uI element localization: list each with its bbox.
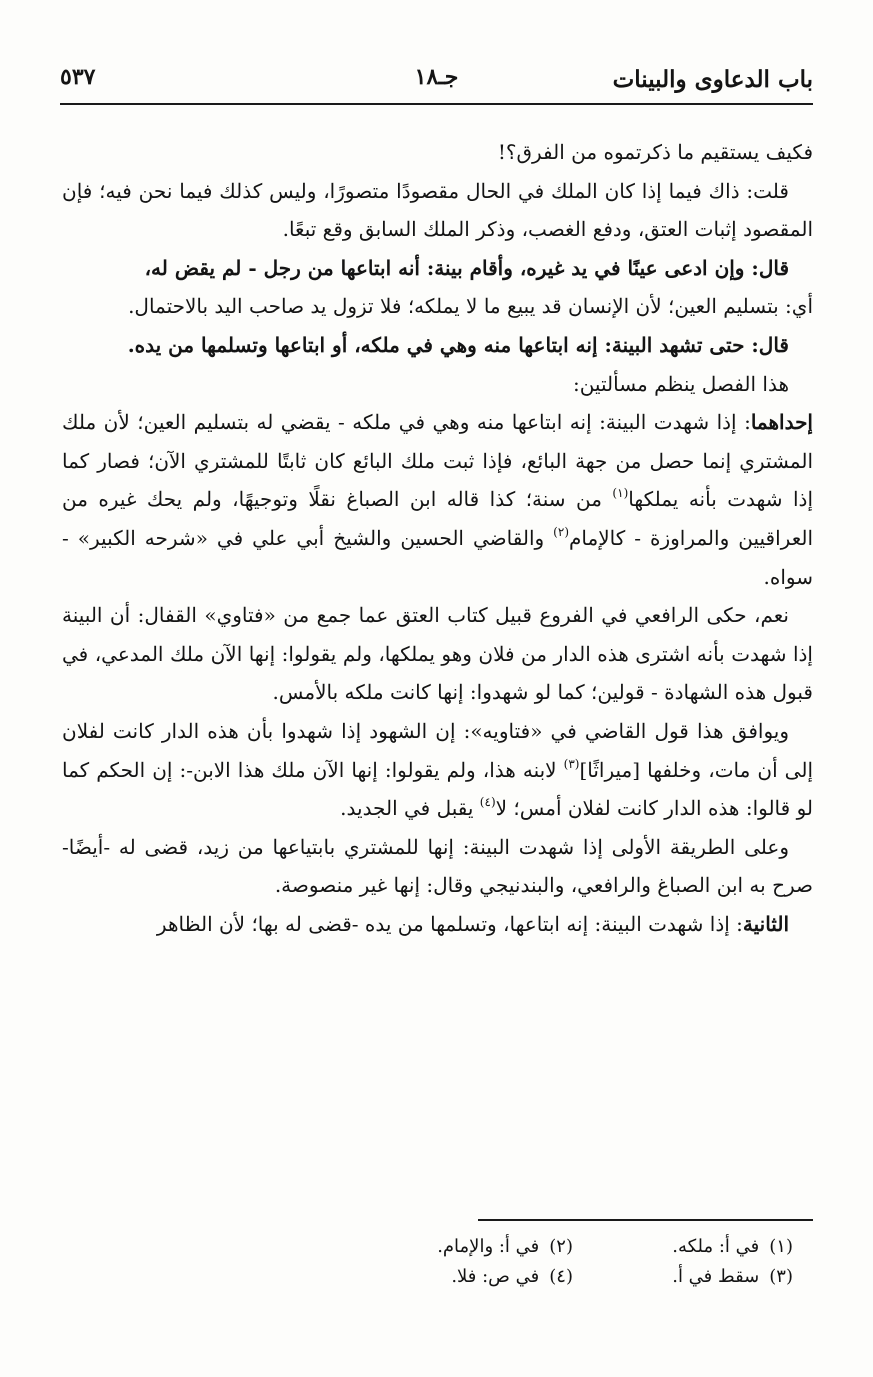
footnote-text: في أ: والإمام. [437, 1236, 540, 1257]
paragraph: نعم، حكى الرافعي في الفروع قبيل كتاب العتق عما جمع من «فتاوي» القفال: أن البينة إذا شهدت بأنه اشترى هذه الدار من فلان وهو يملكها، ولم يقولوا: إنها الآن ملك المدعي، في قبول هذه الشهادة - قولين؛ كما لو شهدوا: إنها كانت ملكه بالأمس. [62, 603, 813, 705]
paragraph: هذا الفصل ينظم مسألتين: [572, 371, 789, 396]
paragraph [62, 249, 813, 326]
footnote-number: (١) [769, 1236, 793, 1257]
text-run: يقبل في الجديد. [340, 796, 480, 821]
text-run: : إذا شهدت البينة: إنه ابتاعها، وتسلمها من يده -قضى له بها؛ لأن الظاهر [156, 911, 743, 936]
footnote-row [300, 1262, 813, 1292]
header-divider [60, 103, 813, 105]
footnote-divider [478, 1219, 813, 1221]
footnote [672, 1262, 793, 1292]
footnote-ref: (٣) [563, 756, 580, 771]
footnote-ref: (١) [612, 486, 629, 501]
paragraph: وعلى الطريقة الأولى إذا شهدت البينة: إنها للمشتري بابتياعها من زيد، قضى له -أيضًا- صرح به ابن الصباغ والرافعي، والبندنيجي وقال: إنها غير منصوصة. [62, 834, 813, 898]
paragraph [62, 905, 813, 944]
volume-number: جـ١٨ [414, 64, 459, 90]
page-number: ٥٣٧ [60, 64, 96, 90]
footnote-ref: (٢) [553, 524, 569, 539]
matn-paragraph: قال: حتى تشهد البينة: إنه ابتاعها منه وهي في ملكه، أو ابتاعها وتسلمها من يده. [127, 332, 789, 357]
footnote-number: (٤) [549, 1266, 573, 1287]
text-run: من سنة؛ كذا قاله ابن الصباغ نقلًا وتوجيهًا، ولم يحك غيره من العراقيين والمراوزة - كالإمام [62, 487, 813, 550]
main-text [62, 133, 813, 943]
text-run: والقاضي الحسين والشيخ أبي علي في «شرحه الكبير» - سواه. [62, 525, 813, 589]
paragraph: قلت: ذاك فيما إذا كان الملك في الحال مقصودًا متصورًا، وليس كذلك فيما نحن فيه؛ فإن المقصود إثبات العتق، ودفع الغصب، وذكر الملك السابق وقع تبعًا. [62, 178, 813, 242]
running-header [60, 56, 813, 100]
footnote [672, 1232, 793, 1262]
text-run: لابنه هذا، ولم يقولوا: إنها الآن ملك هذا الابن-: إن الحكم كما لو قالوا: هذه الدار كانت لفلان أمس؛ لا [62, 757, 813, 821]
footnote-text: في أ: ملكه. [672, 1236, 760, 1257]
text-run: : إذا شهدت البينة: إنه ابتاعها منه وهي في ملكه - يقضي له بتسليم العين؛ لأن ملك المشتري إنما حصل من جهة البائع، فإذا ثبت ملك البائع كان ثابتًا للمشتري الآن؛ فصار كما إذا شهدت بأنه يملكها [62, 410, 813, 512]
text-run: ويوافق هذا قول القاضي في «فتاويه»: إن الشهود إذا شهدوا بأن هذه الدار كانت لفلان إلى أن مات، وخلفها [ميراثًا] [62, 718, 813, 782]
footnote [437, 1232, 573, 1262]
case-heading: إحداهما [750, 410, 813, 435]
paragraph [62, 712, 813, 828]
footnote-text: في ص: فلا. [451, 1266, 540, 1287]
footnotes [300, 1232, 813, 1292]
footnote-ref: (٤) [479, 795, 496, 810]
footnote [451, 1262, 573, 1292]
chapter-title: باب الدعاوى والبينات [612, 66, 813, 93]
footnote-number: (٣) [769, 1266, 793, 1287]
footnote-text: سقط في أ. [672, 1266, 760, 1287]
footnote-row [300, 1232, 813, 1262]
case-heading: الثانية [742, 911, 789, 936]
commentary-text: أي: بتسليم العين؛ لأن الإنسان قد يبيع ما لا يملكه؛ فلا تزول يد صاحب اليد بالاحتمال. [128, 294, 813, 319]
matn-text: قال: وإن ادعى عينًا في يد غيره، وأقام بينة: أنه ابتاعها من رجل - لم يقض له، [144, 255, 789, 280]
footnote-number: (٢) [549, 1236, 573, 1257]
paragraph [62, 403, 813, 596]
paragraph: فكيف يستقيم ما ذكرتموه من الفرق؟! [497, 140, 813, 164]
